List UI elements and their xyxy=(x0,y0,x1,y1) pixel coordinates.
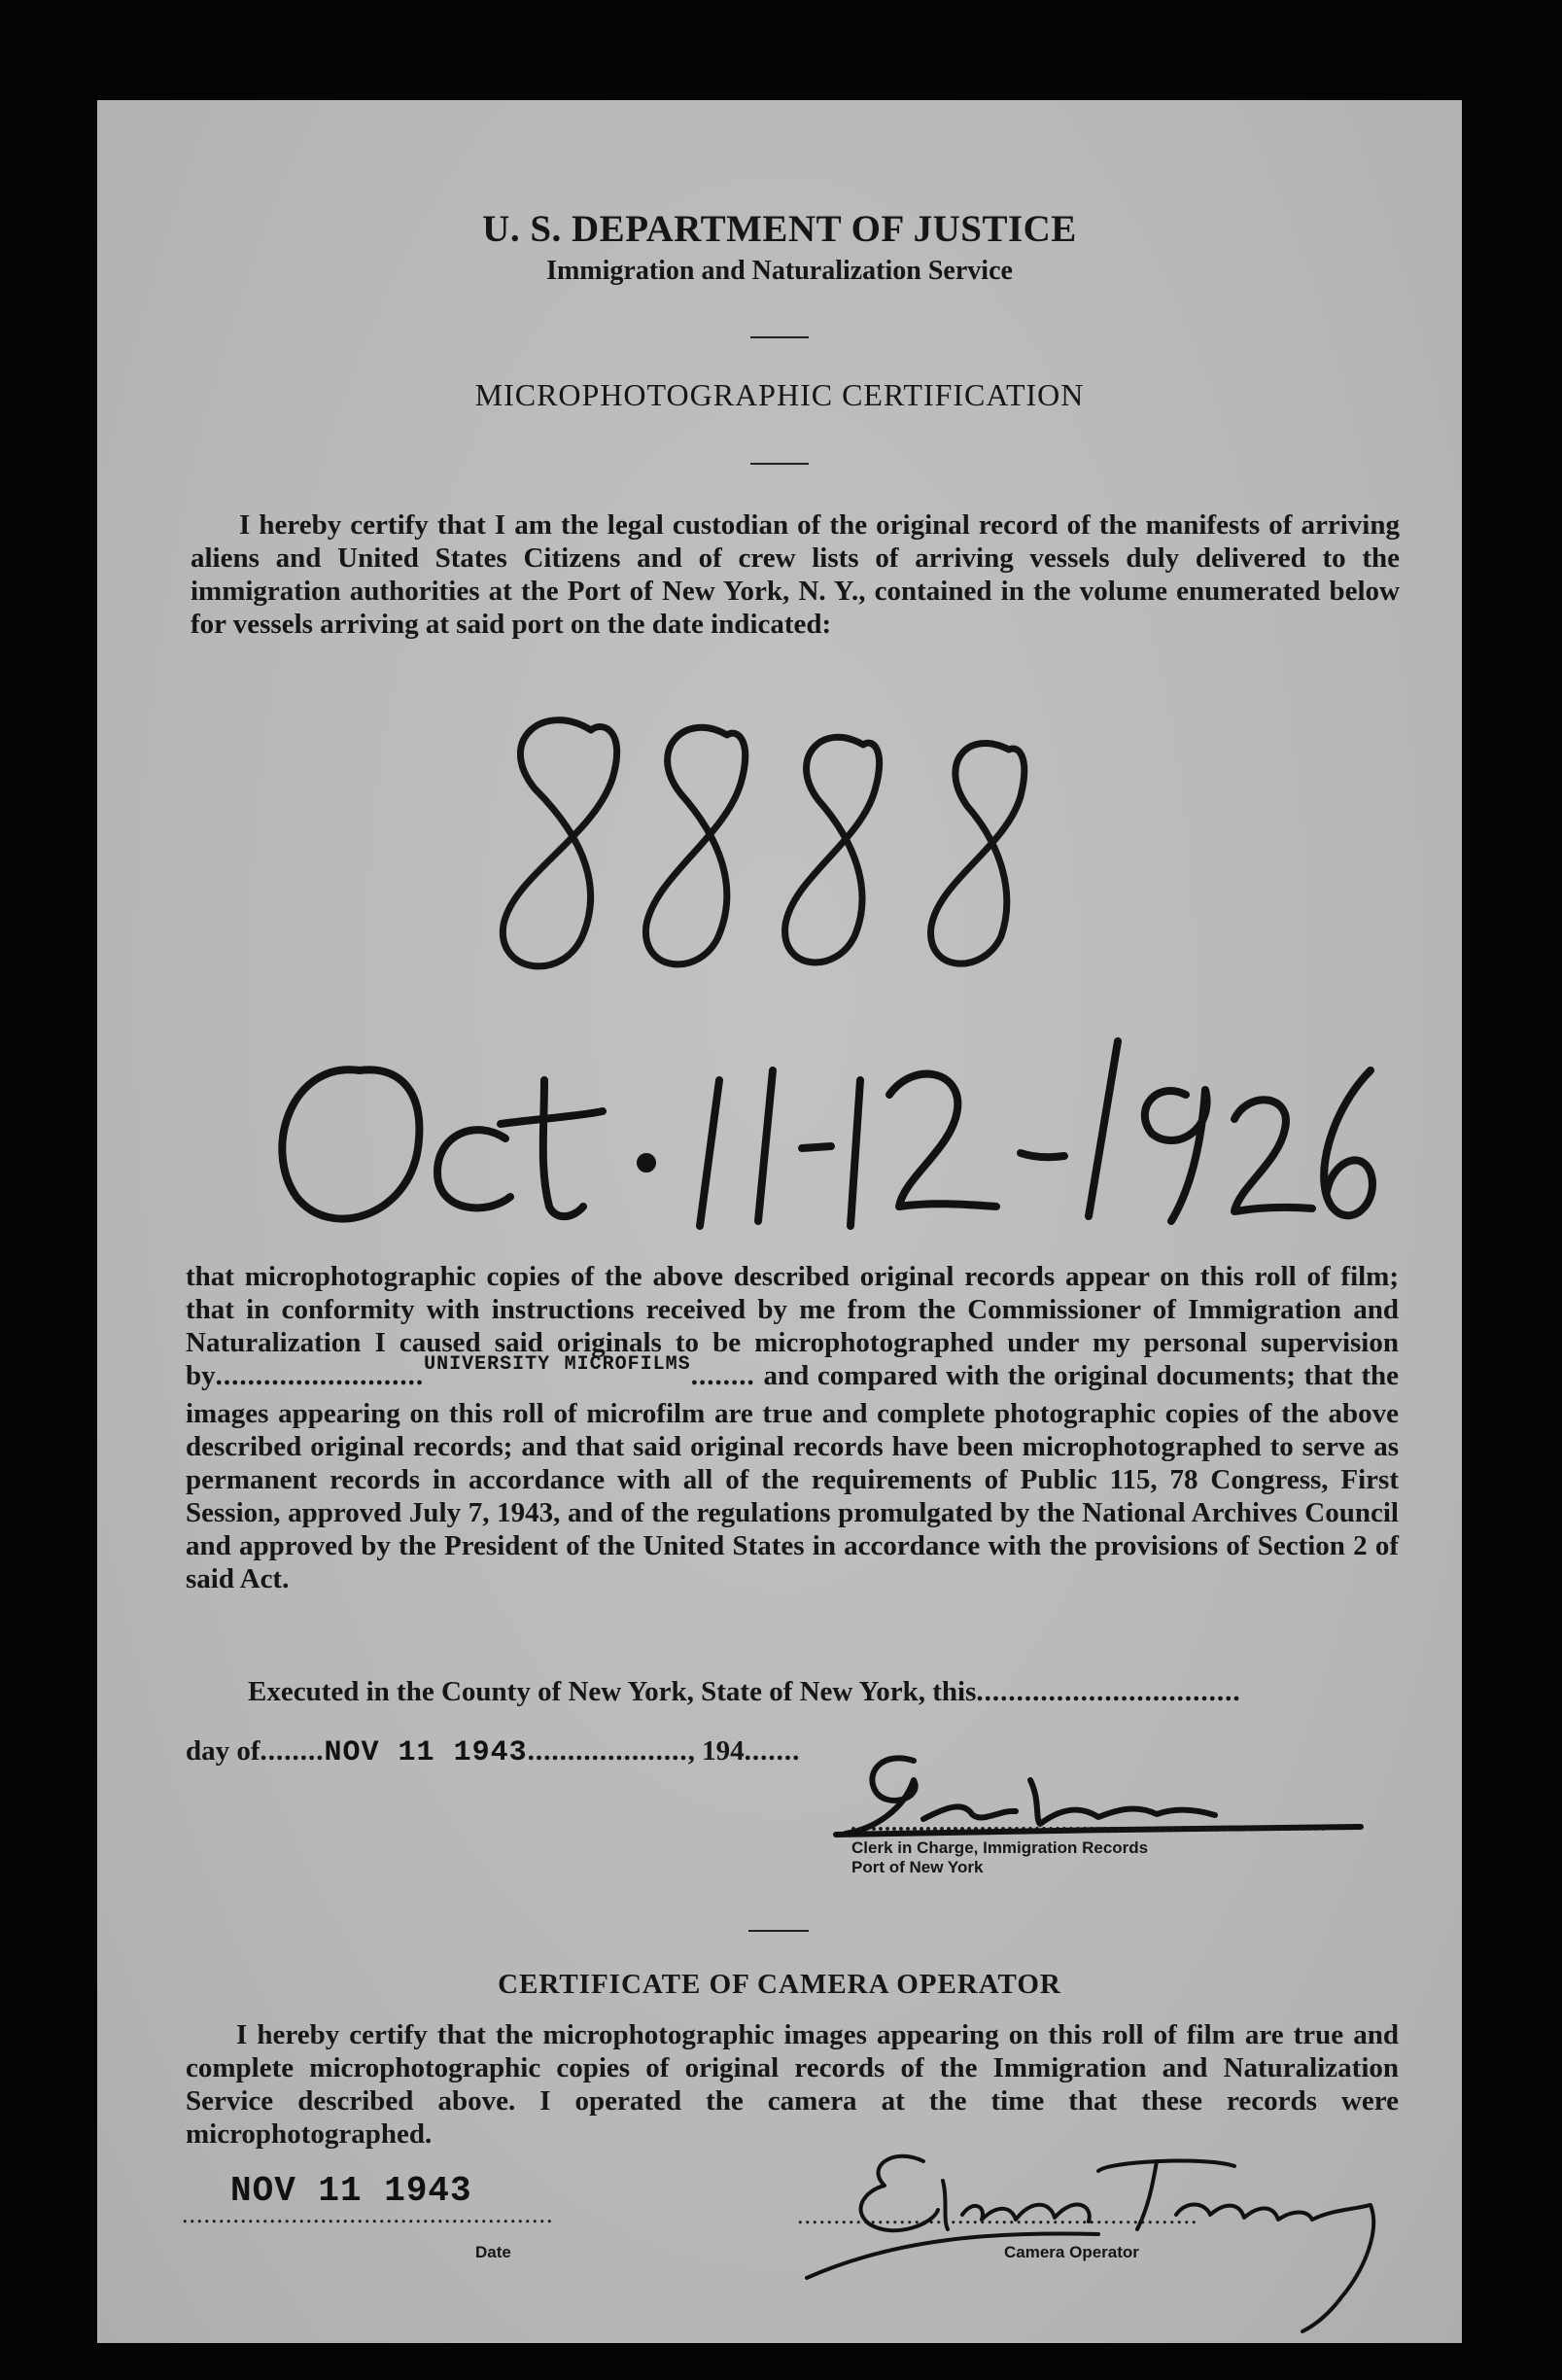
clerk-title: Clerk in Charge, Immigration Records xyxy=(851,1838,1149,1857)
day-of-label: day of xyxy=(186,1735,260,1767)
handwritten-volume-number xyxy=(476,691,1079,983)
dotted-leader: ........ xyxy=(690,1360,755,1391)
dotted-leader: .................... xyxy=(527,1735,688,1767)
execution-date-stamp: NOV 11 1943 xyxy=(324,1736,528,1769)
certification-intro: I hereby certify that I am the legal custodian of the original record of the manifests of arriving aliens and United States Citizens and of crew lists of arriving vessels duly delivered to the immigration authorities at the Port of New York, N. Y., contained in the volume enumerated below for vessels arriving at said port on the date indicated: xyxy=(191,509,1400,640)
camera-operator-signature xyxy=(797,2142,1429,2336)
signature-dotted-line: ...................................................................... xyxy=(850,1811,1327,1837)
certification-body xyxy=(186,1260,1399,1595)
execution-text: Executed in the County of New York, State of New York, this xyxy=(248,1676,977,1707)
execution-line xyxy=(248,1676,1241,1708)
certification-title: MICROPHOTOGRAPHIC CERTIFICATION xyxy=(474,377,1085,412)
supervisor-stamp: UNIVERSITY MICROFILMS xyxy=(424,1353,691,1376)
service-subheading: Immigration and Naturalization Service xyxy=(546,256,1013,286)
dotted-leader: ....... xyxy=(744,1735,801,1767)
date-dotted-line: ................................................... xyxy=(182,2200,554,2228)
divider xyxy=(750,336,809,338)
dotted-leader: ........ xyxy=(260,1735,325,1767)
operator-dotted-line: ....................................................... xyxy=(797,2201,1198,2229)
operator-date-stamp: NOV 11 1943 xyxy=(230,2171,472,2211)
clerk-caption xyxy=(851,1838,1148,1877)
clerk-location: Port of New York xyxy=(851,1858,984,1876)
year-prefix: , 194 xyxy=(687,1735,745,1767)
certification-body-part1: that microphotographic copies of the above described original records appear on this roll of film; that in conformity with instructions received by me from the Commissioner of Immigration and Naturalization I caused said originals to be microphotographed under my personal supervision by xyxy=(186,1261,1399,1391)
dotted-leader: .......................... xyxy=(215,1360,425,1391)
operator-label: Camera Operator xyxy=(1004,2243,1139,2261)
camera-certificate-text: I hereby certify that the microphotographic images appearing on this roll of film are true and complete microphotographic copies of original records of the Immigration and Naturalization Service described above. I operated the camera at the time that these records were microphotographed. xyxy=(186,2019,1399,2150)
divider xyxy=(748,1930,809,1932)
certification-body-part2: and compared with the original documents; that the images appearing on this roll of microfilm are true and complete photographic copies of the above described original records; and that said original records have been microphotographed to serve as permanent records in accordance with all of the requirements of Public 115, 78 Congress, First Session, approved July 7, 1943, and of the regulations promulgated by the National Archives Council and approved by the President of the United States in accordance with the provisions of Section 2 of said Act. xyxy=(186,1360,1400,1594)
certificate-sheet xyxy=(97,100,1462,2343)
camera-certificate-title: CERTIFICATE OF CAMERA OPERATOR xyxy=(498,1969,1061,2000)
department-heading: U. S. DEPARTMENT OF JUSTICE xyxy=(482,208,1077,250)
date-label: Date xyxy=(475,2243,511,2261)
divider xyxy=(750,463,809,465)
handwritten-date xyxy=(253,963,1380,1255)
dotted-leader: ................................. xyxy=(976,1676,1241,1707)
day-line xyxy=(186,1735,800,1769)
